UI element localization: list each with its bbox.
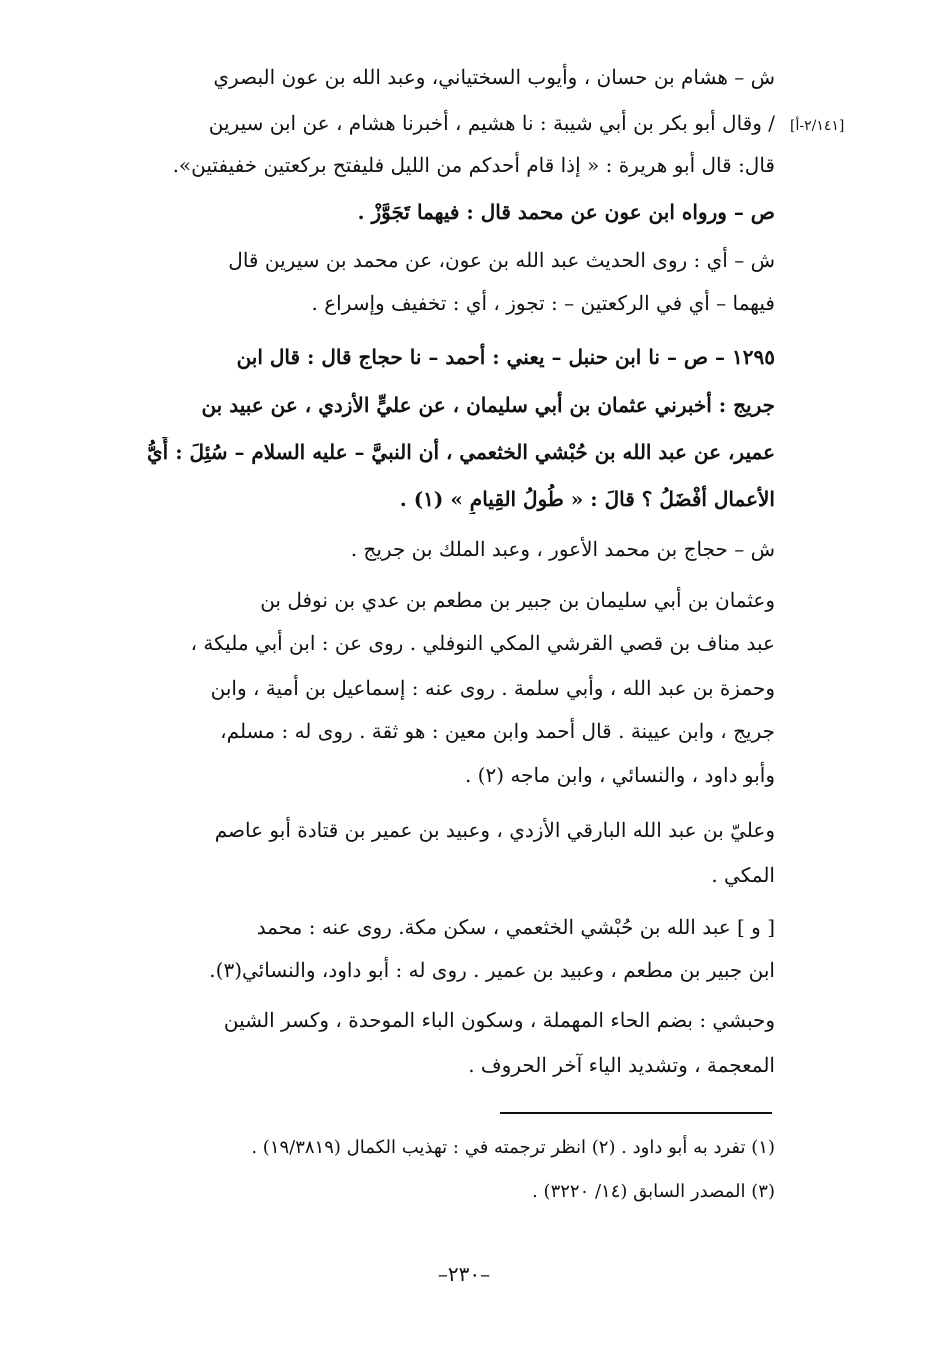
text-line: وحبشي : بضم الحاء المهملة ، وسكون الباء الموحدة ، وكسر الشين [223, 1008, 775, 1032]
text-line: [ و ] عبد الله بن حُبْشي الخثعمي ، سكن مكة. روى عنه : محمد [256, 915, 775, 939]
margin-reference-marker: [٢/١٤١-أ] [790, 118, 845, 134]
text-line: فيهما – أي في الركعتين – : تجوز ، أي : تخفيف وإسراع . [311, 291, 775, 315]
footnote-line: (١) تفرد به أبو داود . (٢) انظر ترجمته في : تهذيب الكمال (١٩/٣٨١٩) . [251, 1137, 775, 1158]
text-line: ابن جبير بن مطعم ، وعبيد بن عمير . روى له : أبو داود، والنسائي(٣). [209, 958, 775, 982]
text-line: عبد مناف بن قصي القرشي المكي النوفلي . روى عن : ابن أبي مليكة ، [190, 631, 775, 655]
page-number: –٢٣٠– [437, 1262, 491, 1286]
text-line: المعجمة ، وتشديد الياء آخر الحروف . [468, 1053, 775, 1077]
text-line: ش – أي : روى الحديث عبد الله بن عون، عن محمد بن سيرين قال [228, 248, 775, 272]
text-line: الأعمال أفْضَلُ ؟ قالَ : « طُولُ القِيامِ » (١) . [399, 487, 775, 511]
text-line: وعليّ بن عبد الله البارقي الأزدي ، وعبيد بن عمير بن قتادة أبو عاصم [214, 818, 775, 842]
text-line: عمير، عن عبد الله بن حُبْشي الخثعمي ، أن النبيَّ – عليه السلام – سُئِلَ : أَيُّ [147, 440, 775, 464]
text-line: وأبو داود ، والنسائي ، وابن ماجه (٢) . [464, 763, 775, 787]
footnote-divider [500, 1112, 772, 1114]
text-line: المكي . [711, 863, 775, 887]
text-line: وحمزة بن عبد الله ، وأبي سلمة . روى عنه : إسماعيل بن أمية ، وابن [210, 676, 775, 700]
text-line: ش – هشام بن حسان ، وأيوب السختياني، وعبد الله بن عون البصري [213, 65, 775, 89]
text-line: جريج : أخبرني عثمان بن أبي سليمان ، عن عليٍّ الأزدي ، عن عبيد بن [201, 393, 775, 417]
text-line: ١٢٩٥ – ص – نا ابن حنبل – يعني : أحمد – نا حجاج قال : قال ابن [236, 345, 775, 369]
text-line: ص – ورواه ابن عون عن محمد قال : فيهما تَجَوَّزْ . [357, 200, 775, 224]
text-line: وعثمان بن أبي سليمان بن جبير بن مطعم بن عدي بن نوفل بن [260, 588, 775, 612]
text-line: ش – حجاج بن محمد الأعور ، وعبد الملك بن جريج . [350, 537, 775, 561]
footnote-line: (٣) المصدر السابق (١٤/ ٣٢٢٠) . [532, 1181, 775, 1202]
text-line: قال: قال أبو هريرة : « إذا قام أحدكم من الليل فليفتح بركعتين خفيفتين». [172, 153, 775, 177]
text-line: / وقال أبو بكر بن أبي شيبة : نا هشيم ، أخبرنا هشام ، عن ابن سيرين [208, 111, 775, 135]
text-line: جريج ، وابن عيينة . قال أحمد وابن معين : هو ثقة . روى له : مسلم، [220, 719, 775, 743]
